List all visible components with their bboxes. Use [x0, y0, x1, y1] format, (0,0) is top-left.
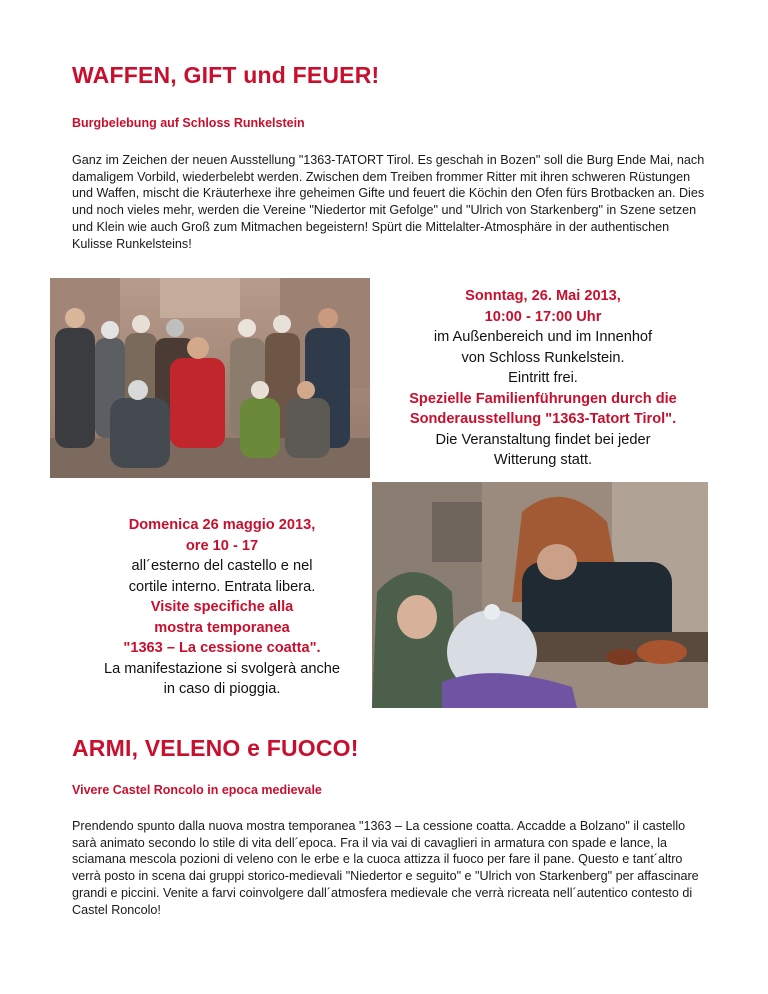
- german-date: Sonntag, 26. Mai 2013,: [465, 288, 621, 304]
- italian-weather-line2: in caso di pioggia.: [163, 681, 281, 697]
- group-photo: [50, 278, 370, 478]
- german-paragraph: Ganz im Zeichen der neuen Ausstellung "1363-TATORT Tirol. Es geschah in Bozen" soll die Burg Ende Mai, nach damaligem Vorbild, wiederbelebt werden. Zwischen dem Treiben frommer Ritter mit ihren schweren Rüstungen und Waffen, mischt die Kräuterhexe ihre geheimen Gifte und feuert die Köchin den Ofen fürs Brotbacken an. Dies und noch vieles mehr, werden die Vereine "Niedertor mit Gefolge" und "Ulrich von Starkenberg" in Szene setzen und Klein wie auch Groß zum Mitmachen begeistern! Spürt die Mittelalter-Atmosphäre in der authentischen Kulisse Runkelsteins!: [72, 153, 705, 251]
- german-place-line1: im Außenbereich und im Innenhof: [433, 329, 653, 345]
- italian-tours-line3: "1363 – La cessione coatta".: [123, 640, 321, 656]
- german-weather-line2: Witterung statt.: [493, 452, 593, 468]
- craftsman-photo: [372, 482, 708, 708]
- german-subtitle: Burgbelebung auf Schloss Runkelstein: [72, 116, 305, 130]
- italian-paragraph: Prendendo spunto dalla nuova mostra temporanea "1363 – La cessione coatta. Accadde a Bolzano" il castello sarà animato secondo lo stile di vita dell´epoca. Fra il via vai di cavaglieri in armatura con spade e lance, la sciamana mescola pozioni di veleno con le erbe e la cuoca attizza il fuoco per fare il pane. Questo e tant´altro verrà posto in scena dai gruppi storico-medievali "Niedertor e seguito" e "Ulrich von Starkenberg" per affascinare grandi e piccini. Venite a farvi coinvolgere dall´atmosfera medievale che verrà ricreata nell´autentico contesto di Castel Roncolo!: [72, 819, 699, 917]
- german-event-info: [382, 286, 704, 471]
- german-title: WAFFEN, GIFT und FEUER!: [72, 62, 380, 88]
- italian-event-info: [72, 515, 372, 700]
- german-place-line2: von Schloss Runkelstein.: [461, 349, 625, 366]
- german-entry: Eintritt frei.: [508, 370, 578, 386]
- italian-date: Domenica 26 maggio 2013,: [128, 517, 316, 533]
- italian-weather-line1: La manifestazione si svolgerà anche: [103, 660, 341, 677]
- italian-place-line2: cortile interno. Entrata libera.: [128, 578, 316, 595]
- german-time: 10:00 - 17:00 Uhr: [484, 308, 602, 325]
- german-tours-line1: Spezielle Familienführungen durch die: [409, 390, 677, 407]
- german-tours-line2: Sonderausstellung "1363-Tatort Tirol".: [409, 411, 677, 427]
- italian-tours-line2: mostra temporanea: [154, 619, 290, 636]
- italian-tours-line1: Visite specifiche alla: [150, 599, 294, 615]
- italian-time: ore 10 - 17: [185, 537, 259, 554]
- italian-title: ARMI, VELENO e FUOCO!: [72, 735, 359, 761]
- italian-subtitle: Vivere Castel Roncolo in epoca medievale: [72, 783, 322, 797]
- german-weather-line1: Die Veranstaltung findet bei jeder: [435, 431, 651, 448]
- italian-place-line1: all´esterno del castello e nel: [131, 558, 313, 574]
